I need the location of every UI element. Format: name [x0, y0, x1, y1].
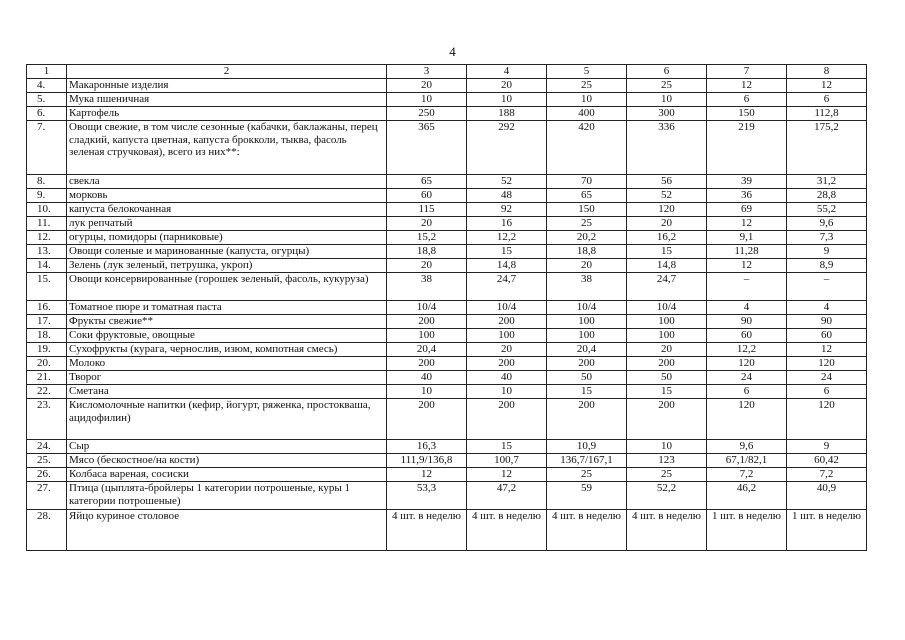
table-row — [27, 259, 867, 273]
value-cell: 28,8 — [787, 189, 867, 203]
row-number: 25. — [27, 454, 67, 468]
value-cell: 15,2 — [387, 231, 467, 245]
value-cell: 420 — [547, 121, 627, 175]
row-number: 14. — [27, 259, 67, 273]
value-cell: 20 — [387, 217, 467, 231]
value-cell: 9,6 — [787, 217, 867, 231]
value-cell: 175,2 — [787, 121, 867, 175]
value-cell: 200 — [627, 357, 707, 371]
table-row — [27, 189, 867, 203]
value-cell: 90 — [787, 315, 867, 329]
value-cell: 15 — [627, 245, 707, 259]
row-number: 15. — [27, 273, 67, 301]
value-cell: 100,7 — [467, 454, 547, 468]
row-number: 11. — [27, 217, 67, 231]
value-cell: 292 — [467, 121, 547, 175]
value-cell: 20 — [627, 343, 707, 357]
table-row — [27, 203, 867, 217]
value-cell: 120 — [787, 357, 867, 371]
value-cell: 100 — [387, 329, 467, 343]
value-cell: 7,2 — [787, 468, 867, 482]
value-cell: 200 — [547, 399, 627, 440]
value-cell: 67,1/82,1 — [707, 454, 787, 468]
value-cell: 65 — [387, 175, 467, 189]
value-cell: 24 — [707, 371, 787, 385]
value-cell: 115 — [387, 203, 467, 217]
value-cell: 200 — [467, 315, 547, 329]
value-cell: 40 — [467, 371, 547, 385]
value-cell: 4 шт. в неделю — [627, 510, 707, 551]
value-cell: 9 — [787, 245, 867, 259]
product-name: Картофель — [67, 107, 387, 121]
header-cell: 2 — [67, 65, 387, 79]
product-name: Макаронные изделия — [67, 79, 387, 93]
row-number: 19. — [27, 343, 67, 357]
page-number: 4 — [449, 44, 456, 59]
value-cell: 18,8 — [387, 245, 467, 259]
product-name: Томатное пюре и томатная паста — [67, 301, 387, 315]
row-number: 23. — [27, 399, 67, 440]
table-row — [27, 371, 867, 385]
value-cell: 10/4 — [627, 301, 707, 315]
table-row — [27, 440, 867, 454]
value-cell: 10 — [547, 93, 627, 107]
value-cell: 20 — [467, 343, 547, 357]
value-cell: 16,2 — [627, 231, 707, 245]
row-number: 22. — [27, 385, 67, 399]
value-cell: 1 шт. в неделю — [787, 510, 867, 551]
table-row — [27, 175, 867, 189]
value-cell: 10/4 — [387, 301, 467, 315]
row-number: 7. — [27, 121, 67, 175]
value-cell: 4 шт. в неделю — [547, 510, 627, 551]
value-cell: 6 — [707, 385, 787, 399]
product-name: свекла — [67, 175, 387, 189]
table-row — [27, 385, 867, 399]
header-cell: 4 — [467, 65, 547, 79]
value-cell: 150 — [707, 107, 787, 121]
header-cell: 6 — [627, 65, 707, 79]
value-cell: 1 шт. в неделю — [707, 510, 787, 551]
value-cell: 12 — [787, 343, 867, 357]
value-cell: 11,28 — [707, 245, 787, 259]
value-cell: 6 — [787, 385, 867, 399]
product-name: Творог — [67, 371, 387, 385]
table-row — [27, 79, 867, 93]
row-number: 4. — [27, 79, 67, 93]
value-cell: 16,3 — [387, 440, 467, 454]
product-name: Фрукты свежие** — [67, 315, 387, 329]
value-cell: 25 — [547, 217, 627, 231]
product-name: лук репчатый — [67, 217, 387, 231]
value-cell: 92 — [467, 203, 547, 217]
value-cell: 52 — [467, 175, 547, 189]
header-cell: 7 — [707, 65, 787, 79]
row-number: 5. — [27, 93, 67, 107]
value-cell: 12,2 — [707, 343, 787, 357]
row-number: 8. — [27, 175, 67, 189]
value-cell: 4 — [787, 301, 867, 315]
table-row — [27, 343, 867, 357]
value-cell: 65 — [547, 189, 627, 203]
value-cell: 20 — [547, 259, 627, 273]
table-row — [27, 510, 867, 551]
product-name: капуста белокочанная — [67, 203, 387, 217]
value-cell: 9 — [787, 440, 867, 454]
value-cell: 14,8 — [467, 259, 547, 273]
header-cell: 1 — [27, 65, 67, 79]
value-cell: 10 — [387, 93, 467, 107]
row-number: 6. — [27, 107, 67, 121]
value-cell: 46,2 — [707, 482, 787, 510]
value-cell: 20,2 — [547, 231, 627, 245]
table-row — [27, 329, 867, 343]
value-cell: 69 — [707, 203, 787, 217]
value-cell: 60 — [387, 189, 467, 203]
value-cell: 15 — [467, 245, 547, 259]
value-cell: 4 — [707, 301, 787, 315]
product-name: Колбаса вареная, сосиски — [67, 468, 387, 482]
value-cell: 20 — [387, 259, 467, 273]
value-cell: 200 — [627, 399, 707, 440]
row-number: 28. — [27, 510, 67, 551]
table-row — [27, 454, 867, 468]
value-cell: 100 — [547, 315, 627, 329]
product-name: Сметана — [67, 385, 387, 399]
value-cell: 25 — [547, 468, 627, 482]
value-cell: 336 — [627, 121, 707, 175]
value-cell: 25 — [627, 79, 707, 93]
value-cell: 8,9 — [787, 259, 867, 273]
value-cell: 25 — [547, 79, 627, 93]
value-cell: 56 — [627, 175, 707, 189]
value-cell: 100 — [627, 329, 707, 343]
table-row — [27, 315, 867, 329]
value-cell: 52 — [627, 189, 707, 203]
value-cell: 200 — [467, 357, 547, 371]
value-cell: 24 — [787, 371, 867, 385]
value-cell: 59 — [547, 482, 627, 510]
value-cell: – — [787, 273, 867, 301]
value-cell: 20 — [627, 217, 707, 231]
value-cell: 10 — [467, 93, 547, 107]
value-cell: 15 — [547, 385, 627, 399]
table-row — [27, 245, 867, 259]
value-cell: 123 — [627, 454, 707, 468]
value-cell: 100 — [467, 329, 547, 343]
value-cell: 100 — [627, 315, 707, 329]
nutrition-norms-table — [26, 64, 867, 551]
table-row — [27, 482, 867, 510]
value-cell: 365 — [387, 121, 467, 175]
value-cell: 15 — [627, 385, 707, 399]
value-cell: 150 — [547, 203, 627, 217]
table-row — [27, 273, 867, 301]
value-cell: 100 — [547, 329, 627, 343]
row-number: 16. — [27, 301, 67, 315]
value-cell: 20 — [467, 79, 547, 93]
header-cell: 3 — [387, 65, 467, 79]
row-number: 27. — [27, 482, 67, 510]
table-row — [27, 217, 867, 231]
value-cell: 10 — [627, 440, 707, 454]
value-cell: 112,8 — [787, 107, 867, 121]
value-cell: 200 — [387, 399, 467, 440]
value-cell: 25 — [627, 468, 707, 482]
value-cell: 47,2 — [467, 482, 547, 510]
value-cell: 24,7 — [627, 273, 707, 301]
product-name: Кисломолочные напитки (кефир, йогурт, ряженка, простокваша, ацидофилин) — [67, 399, 387, 440]
value-cell: 4 шт. в неделю — [467, 510, 547, 551]
table-row — [27, 357, 867, 371]
value-cell: 18,8 — [547, 245, 627, 259]
value-cell: 120 — [627, 203, 707, 217]
value-cell: 50 — [547, 371, 627, 385]
header-cell: 5 — [547, 65, 627, 79]
value-cell: 9,6 — [707, 440, 787, 454]
value-cell: 36 — [707, 189, 787, 203]
value-cell: 20,4 — [547, 343, 627, 357]
value-cell: 50 — [627, 371, 707, 385]
value-cell: 200 — [467, 399, 547, 440]
value-cell: 12 — [467, 468, 547, 482]
value-cell: 4 шт. в неделю — [387, 510, 467, 551]
value-cell: 31,2 — [787, 175, 867, 189]
value-cell: 10 — [467, 385, 547, 399]
product-name: Овощи соленые и маринованные (капуста, огурцы) — [67, 245, 387, 259]
row-number: 21. — [27, 371, 67, 385]
row-number: 18. — [27, 329, 67, 343]
value-cell: – — [707, 273, 787, 301]
value-cell: 12,2 — [467, 231, 547, 245]
value-cell: 12 — [387, 468, 467, 482]
value-cell: 16 — [467, 217, 547, 231]
table-row — [27, 121, 867, 175]
row-number: 13. — [27, 245, 67, 259]
table-row — [27, 399, 867, 440]
product-name: Сыр — [67, 440, 387, 454]
value-cell: 40 — [387, 371, 467, 385]
value-cell: 12 — [707, 259, 787, 273]
value-cell: 90 — [707, 315, 787, 329]
value-cell: 38 — [547, 273, 627, 301]
value-cell: 10,9 — [547, 440, 627, 454]
product-name: Птица (цыплята-бройлеры 1 категории потрошеные, куры 1 категории потрошеные) — [67, 482, 387, 510]
value-cell: 12 — [707, 217, 787, 231]
product-name: Соки фруктовые, овощные — [67, 329, 387, 343]
value-cell: 70 — [547, 175, 627, 189]
header-cell: 8 — [787, 65, 867, 79]
value-cell: 7,2 — [707, 468, 787, 482]
product-name: Сухофрукты (курага, чернослив, изюм, компотная смесь) — [67, 343, 387, 357]
product-name: Овощи консервированные (горошек зеленый, фасоль, кукуруза) — [67, 273, 387, 301]
value-cell: 60 — [787, 329, 867, 343]
product-name: Мука пшеничная — [67, 93, 387, 107]
product-name: морковь — [67, 189, 387, 203]
value-cell: 40,9 — [787, 482, 867, 510]
product-name: Зелень (лук зеленый, петрушка, укроп) — [67, 259, 387, 273]
value-cell: 6 — [707, 93, 787, 107]
value-cell: 111,9/136,8 — [387, 454, 467, 468]
value-cell: 219 — [707, 121, 787, 175]
value-cell: 24,7 — [467, 273, 547, 301]
table-row — [27, 107, 867, 121]
product-name: огурцы, помидоры (парниковые) — [67, 231, 387, 245]
value-cell: 10 — [627, 93, 707, 107]
value-cell: 120 — [707, 357, 787, 371]
value-cell: 200 — [387, 357, 467, 371]
value-cell: 7,3 — [787, 231, 867, 245]
value-cell: 53,3 — [387, 482, 467, 510]
header-row — [27, 65, 867, 79]
value-cell: 10/4 — [467, 301, 547, 315]
value-cell: 300 — [627, 107, 707, 121]
row-number: 10. — [27, 203, 67, 217]
value-cell: 20 — [387, 79, 467, 93]
value-cell: 200 — [387, 315, 467, 329]
row-number: 26. — [27, 468, 67, 482]
product-name: Мясо (бескостное/на кости) — [67, 454, 387, 468]
value-cell: 250 — [387, 107, 467, 121]
value-cell: 120 — [707, 399, 787, 440]
value-cell: 400 — [547, 107, 627, 121]
value-cell: 60,42 — [787, 454, 867, 468]
value-cell: 136,7/167,1 — [547, 454, 627, 468]
value-cell: 20,4 — [387, 343, 467, 357]
value-cell: 12 — [707, 79, 787, 93]
value-cell: 9,1 — [707, 231, 787, 245]
value-cell: 52,2 — [627, 482, 707, 510]
value-cell: 39 — [707, 175, 787, 189]
value-cell: 120 — [787, 399, 867, 440]
table-row — [27, 93, 867, 107]
product-name: Овощи свежие, в том числе сезонные (кабачки, баклажаны, перец сладкий, капуста цветная, капуста брокколи, тыква, фасоль зеленая стручковая), всего из них**: — [67, 121, 387, 175]
value-cell: 6 — [787, 93, 867, 107]
product-name: Молоко — [67, 357, 387, 371]
table-row — [27, 231, 867, 245]
row-number: 9. — [27, 189, 67, 203]
value-cell: 10/4 — [547, 301, 627, 315]
row-number: 24. — [27, 440, 67, 454]
value-cell: 38 — [387, 273, 467, 301]
value-cell: 15 — [467, 440, 547, 454]
value-cell: 14,8 — [627, 259, 707, 273]
row-number: 12. — [27, 231, 67, 245]
value-cell: 12 — [787, 79, 867, 93]
value-cell: 200 — [547, 357, 627, 371]
row-number: 17. — [27, 315, 67, 329]
value-cell: 55,2 — [787, 203, 867, 217]
value-cell: 188 — [467, 107, 547, 121]
product-name: Яйцо куриное столовое — [67, 510, 387, 551]
row-number: 20. — [27, 357, 67, 371]
value-cell: 10 — [387, 385, 467, 399]
value-cell: 60 — [707, 329, 787, 343]
value-cell: 48 — [467, 189, 547, 203]
table-row — [27, 301, 867, 315]
table-row — [27, 468, 867, 482]
